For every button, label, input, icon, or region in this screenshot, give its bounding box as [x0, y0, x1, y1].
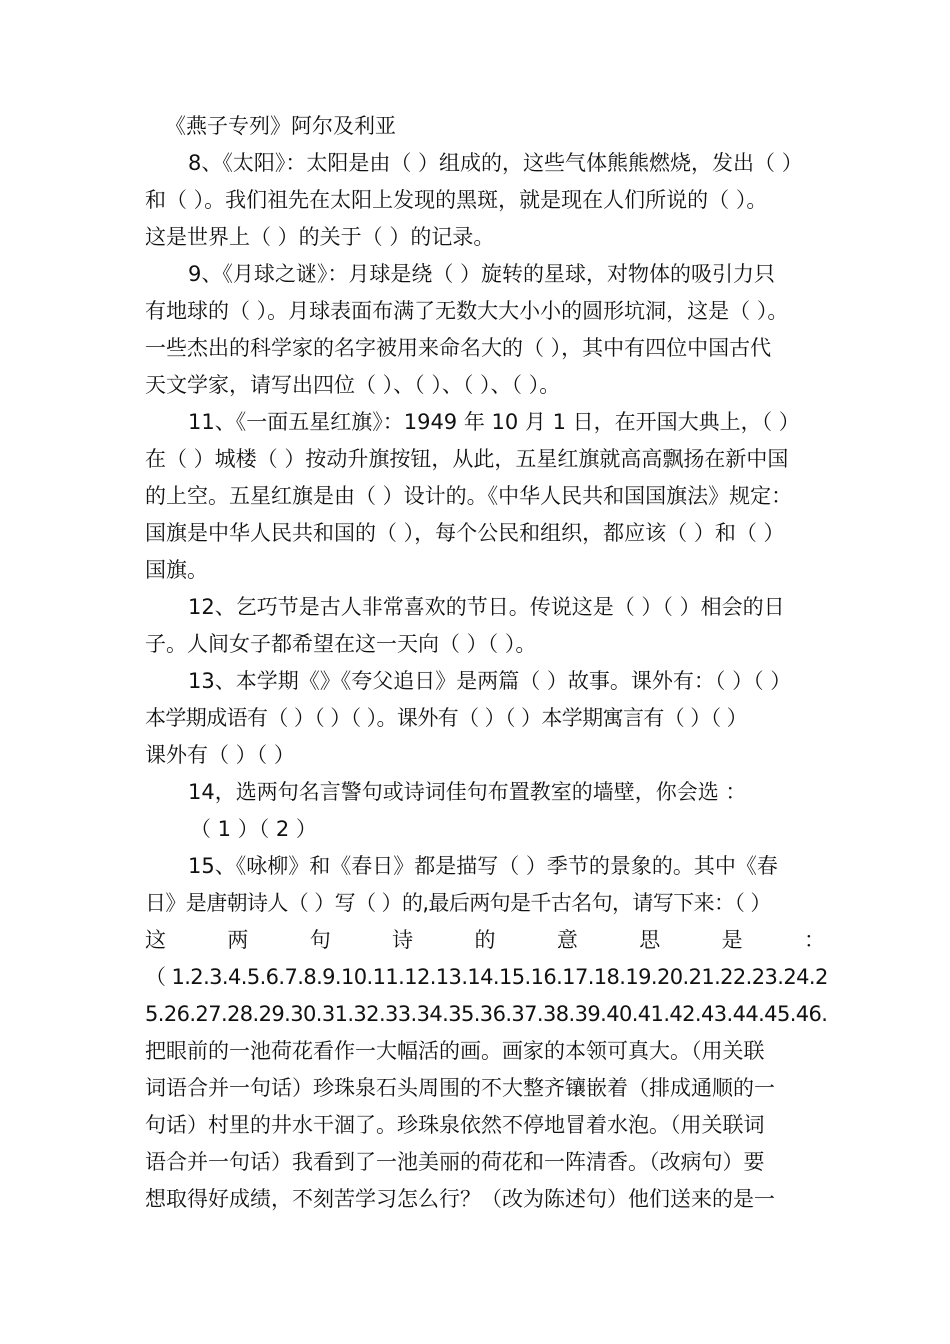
text-line: 语合并一句话）我看到了一池美丽的荷花和一阵清香。（改病句）要	[145, 1150, 765, 1174]
text-line: 词语合并一句话）珍珠泉石头周围的不大整齐镶嵌着（排成通顺的一	[145, 1076, 775, 1100]
text-line: 有地球的（ ）。月球表面布满了无数大大小小的圆形坑洞，这是（ ）。	[145, 299, 789, 323]
question-9-text: 9、《月球之谜》：月球是绕（ ）旋转的星球，对物体的吸引力只	[188, 262, 776, 286]
text-line: 本学期成语有（ ）（ ）（ ）。课外有（ ）（ ）本学期寓言有（ ）（ ）	[145, 706, 748, 730]
text-line: 国旗。	[145, 558, 208, 582]
text-line: 这是世界上（ ）的关于（ ）的记录。	[145, 225, 495, 249]
text-line: 这 两 句 诗 的 意 思 是 ：	[145, 928, 825, 952]
text-line: 一些杰出的科学家的名字被用来命名大的（ ），其中有四位中国古代	[145, 336, 772, 360]
question-15-text: 15、《咏柳》和《春日》都是描写（ ）季节的景象的。其中《春	[188, 854, 778, 878]
question-13-text: 13、本学期《》《夸父追日》是两篇（ ）故事。课外有：（ ）（ ）	[188, 669, 792, 693]
text-line: 把眼前的一池荷花看作一大幅活的画。画家的本领可真大。（用关联	[145, 1039, 765, 1063]
text-line: 句话）村里的井水干涸了。珍珠泉依然不停地冒着水泡。（用关联词	[145, 1113, 765, 1137]
text-line: 的上空。五星红旗是由（ ）设计的。《中华人民共和国国旗法》规定：	[145, 484, 793, 508]
question-11-text: 11、《一面五星红旗》：1949 年 10 月 1 日，在开国大典上，（ ）	[188, 410, 800, 434]
text-line: 课外有（ ）（ ）	[145, 743, 295, 767]
text-line: 想取得好成绩，不刻苦学习怎么行？（改为陈述句）他们送来的是一	[145, 1187, 775, 1211]
numbered-sequence-line: 5.26.27.28.29.30.31.32.33.34.35.36.37.38.39.40.41.42.43.44.45.46.	[145, 1002, 828, 1026]
question-14-text: 14，选两句名言警句或诗词佳句布置教室的墙壁，你会选 ：	[188, 780, 747, 804]
numbered-sequence-line: （ 1.2.3.4.5.6.7.8.9.10.11.12.13.14.15.16.17.18.19.20.21.22.23.24.2	[145, 965, 828, 989]
text-line: 在（ ）城楼（ ）按动升旗按钮，从此，五星红旗就高高飘扬在新中国	[145, 447, 789, 471]
text-line: 《燕子专列》阿尔及利亚	[165, 114, 396, 138]
question-12-text: 12、乞巧节是古人非常喜欢的节日。传说这是（ ）（ ）相会的日	[188, 595, 785, 619]
text-line: 国旗是中华人民共和国的（ ），每个公民和组织，都应该（ ）和（ ）	[145, 521, 785, 545]
question-8-text: 8、《太阳》：太阳是由（ ）组成的，这些气体熊熊燃烧，发出（ ）	[188, 151, 803, 175]
text-line: （ 1 ）（ 2 ）	[190, 817, 317, 841]
text-line: 天文学家，请写出四位（ ）、（ ）、（ ）、（ ）。	[145, 373, 561, 397]
text-line: 和（ ）。我们祖先在太阳上发现的黑斑，就是现在人们所说的（ ）。	[145, 188, 768, 212]
text-line: 日》是唐朝诗人（ ）写（ ）的,最后两句是千古名句，请写下来：（ ）	[145, 891, 771, 915]
text-line: 子。人间女子都希望在这一天向（ ）（ ）。	[145, 632, 537, 656]
